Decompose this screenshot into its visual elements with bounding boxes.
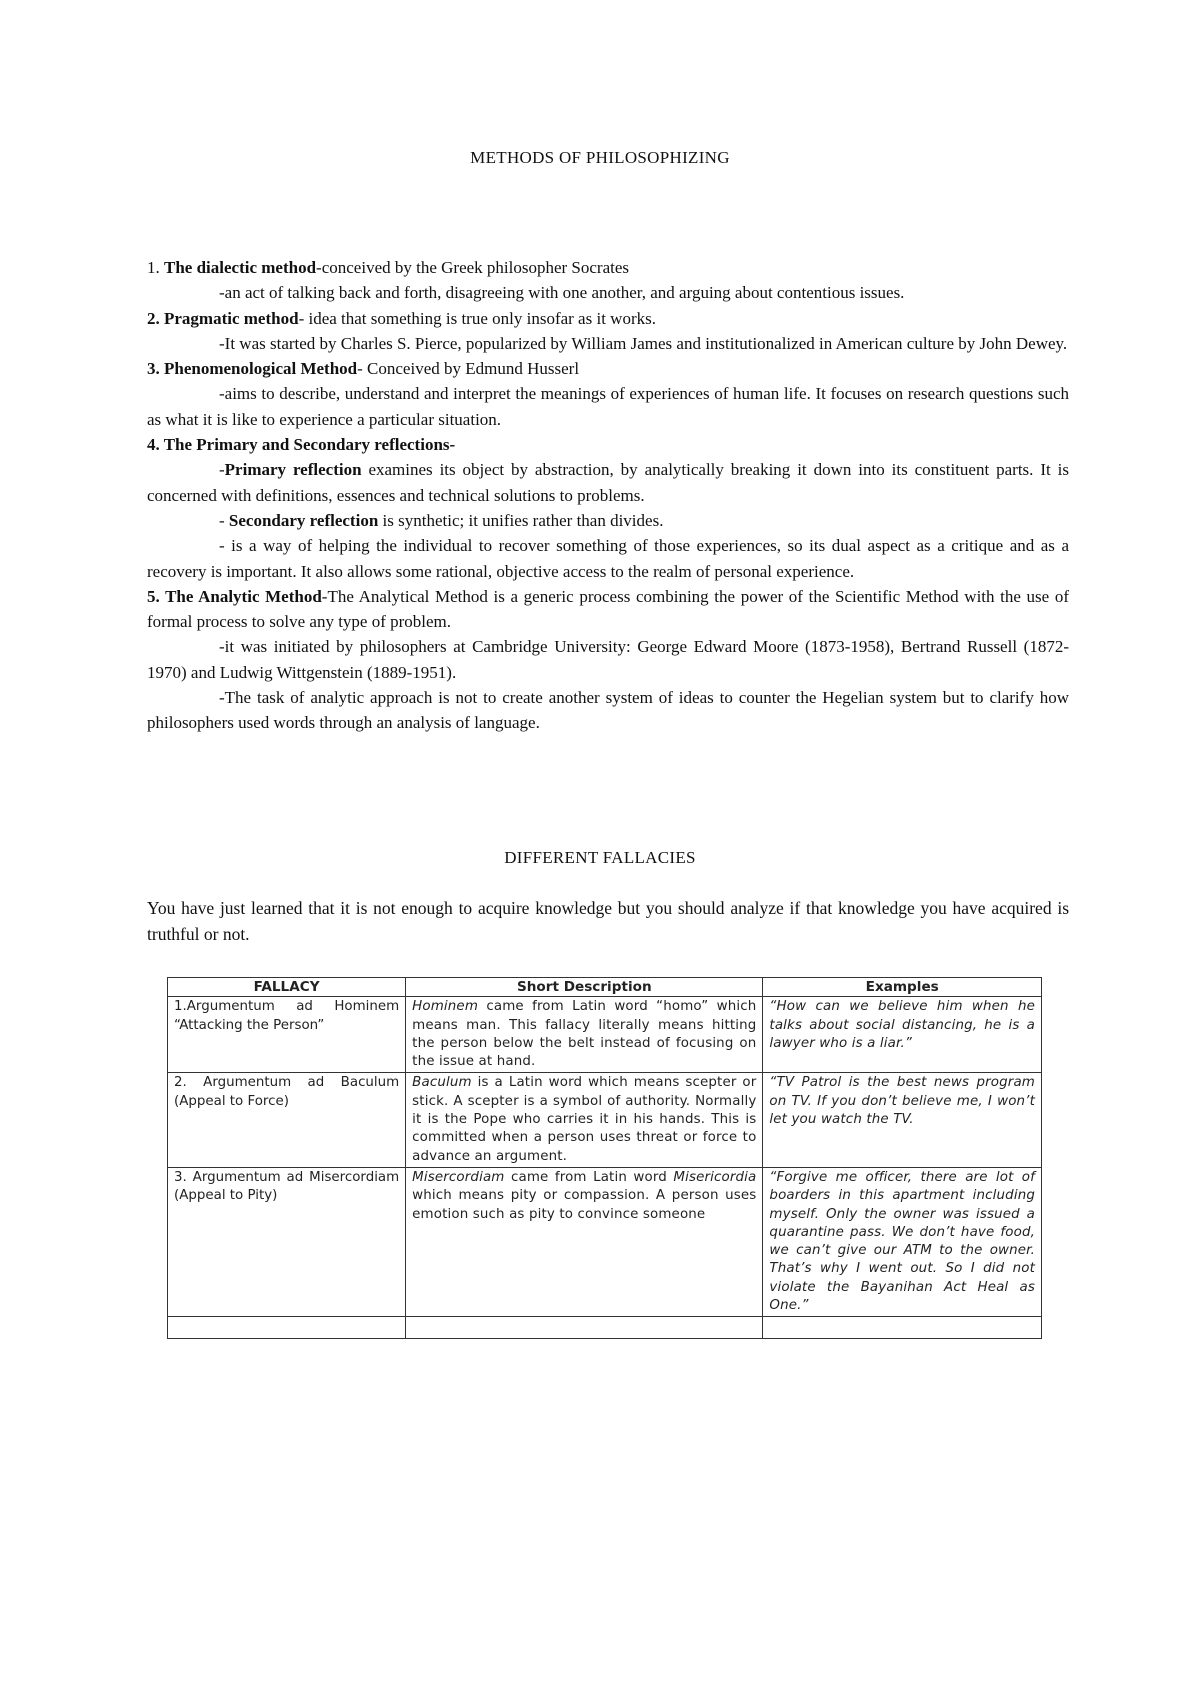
example-cell: “How can we believe him when he talks about social distancing, he is a lawyer who is a liar.”: [763, 997, 1042, 1073]
description-cell: [406, 1167, 763, 1316]
intro-text: You have just learned that it is not enough to acquire knowledge but you should analyze if that knowledge you have acquired is truthful or not.: [147, 898, 1069, 944]
fallacy-table: [167, 977, 1042, 1339]
description-term: Hominem: [412, 999, 479, 1015]
example-cell-empty: [763, 1317, 1042, 1338]
table-header-row: [168, 978, 1042, 997]
method-4-secondary-name: Secondary reflection: [228, 510, 379, 530]
header-short-description: Short Description: [406, 978, 763, 997]
method-4-secondary-prefix: -: [219, 510, 229, 530]
method-5-detail-2: -The task of analytic approach is not to create another system of ideas to counter the Hegelian system but to clarify how philosophers used words through an analysis of language.: [147, 688, 1069, 733]
fallacies-intro: [147, 896, 1069, 947]
description-text: came from Latin word: [504, 1169, 674, 1185]
method-1-name: The dialectic method: [164, 258, 317, 277]
method-1-number: 1.: [147, 258, 164, 277]
method-4-primary-text: examines its object by abstraction, by analytically breaking it down into its constituent parts. It is concerned with definitions, essences and technical solutions to problems.: [147, 460, 1069, 505]
fallacy-cell: 3. Argumentum ad Misercordiam (Appeal to Pity): [168, 1167, 406, 1316]
method-2: [147, 306, 1069, 331]
page-title: METHODS OF PHILOSOPHIZING: [470, 148, 730, 167]
header-fallacy: FALLACY: [168, 978, 406, 997]
method-5-name: 5. The Analytic Method: [147, 586, 322, 606]
method-5: [147, 584, 1069, 635]
description-term: Baculum: [412, 1075, 472, 1091]
method-4-primary: [147, 457, 1069, 508]
method-3: [147, 356, 1069, 381]
example-cell: “TV Patrol is the best news program on TV. If you don’t believe me, I won’t let you watch the TV.: [763, 1073, 1042, 1167]
method-5-detail-1: -it was initiated by philosophers at Cambridge University: George Edward Moore (1873-1958), Bertrand Russell (1872-1970) and Ludwig Wittgenstein (1889-1951).: [147, 637, 1069, 682]
fallacy-cell: 2. Argumentum ad Baculum (Appeal to Force): [168, 1073, 406, 1167]
method-4-primary-name: Primary reflection: [224, 460, 362, 480]
table-row: [168, 1073, 1042, 1167]
table-row: [168, 1167, 1042, 1316]
description-text: is a Latin word which means scepter or stick. A scepter is a symbol of authority. Normally it is the Pope who carries it in his hands. This is committed when a person uses threat or force to advance an argument.: [412, 1075, 757, 1164]
description-term-2: Misericordia: [673, 1169, 757, 1185]
method-4-secondary-text: is synthetic; it unifies rather than divides.: [378, 510, 664, 530]
description-cell-empty: [406, 1317, 763, 1338]
fallacy-table-container: [167, 977, 1042, 1439]
description-text: came from Latin word “homo” which means man. This fallacy literally means hitting the person below the belt instead of focusing on the issue at hand.: [412, 999, 757, 1070]
description-text-2: which means pity or compassion. A person uses emotion such as pity to convince someone: [412, 1188, 757, 1222]
method-4-detail: - is a way of helping the individual to recover something of those experiences, so its dual aspect as a critique and as a recovery is important. It also allows some rational, objective access to the realm of personal experience.: [147, 536, 1069, 581]
method-2-name: 2. Pragmatic method: [147, 308, 299, 328]
method-4-name: 4. The Primary and Secondary reflections-: [147, 435, 456, 455]
method-5-text: -The Analytical Method is a generic process combining the power of the Scientific Method with the use of formal process to solve any type of problem.: [147, 586, 1069, 632]
fallacies-title: DIFFERENT FALLACIES: [504, 848, 696, 867]
header-examples: Examples: [763, 978, 1042, 997]
method-2-detail: -It was started by Charles S. Pierce, popularized by William James and institutionalized in American culture by John Dewey.: [219, 333, 1068, 353]
fallacy-cell-empty: [168, 1317, 406, 1338]
description-term: Misercordiam: [412, 1169, 505, 1185]
fallacy-cell: 1.Argumentum ad Hominem “Attacking the Person”: [168, 997, 406, 1073]
method-3-name: 3. Phenomenological Method: [147, 359, 358, 379]
method-2-text: - idea that something is true only insofar as it works.: [298, 308, 656, 328]
method-1-text: -conceived by the Greek philosopher Socrates: [316, 258, 630, 277]
method-4-secondary: [147, 508, 1069, 533]
method-4-primary-prefix: -: [219, 460, 225, 480]
example-cell: “Forgive me officer, there are lot of boarders in this apartment including myself. Only the owner was issued a quarantine pass. We don’t have food, we can’t give our ATM to the owner. That’s why I went out. So I did not violate the Bayanihan Act Heal as One.”: [763, 1167, 1042, 1316]
table-row: [168, 997, 1042, 1073]
method-3-detail: -aims to describe, understand and interpret the meanings of experiences of human life. It focuses on research questions such as what it is like to experience a particular situation.: [147, 384, 1069, 429]
method-1-detail: -an act of talking back and forth, disagreeing with one another, and arguing about contentious issues.: [219, 283, 905, 303]
description-cell: [406, 1073, 763, 1167]
method-4: [147, 432, 1069, 457]
table-row-cutoff: [168, 1317, 1042, 1338]
description-cell: [406, 997, 763, 1073]
methods-list: [147, 255, 1069, 736]
method-1: [147, 255, 1069, 280]
method-3-text: - Conceived by Edmund Husserl: [357, 359, 580, 379]
